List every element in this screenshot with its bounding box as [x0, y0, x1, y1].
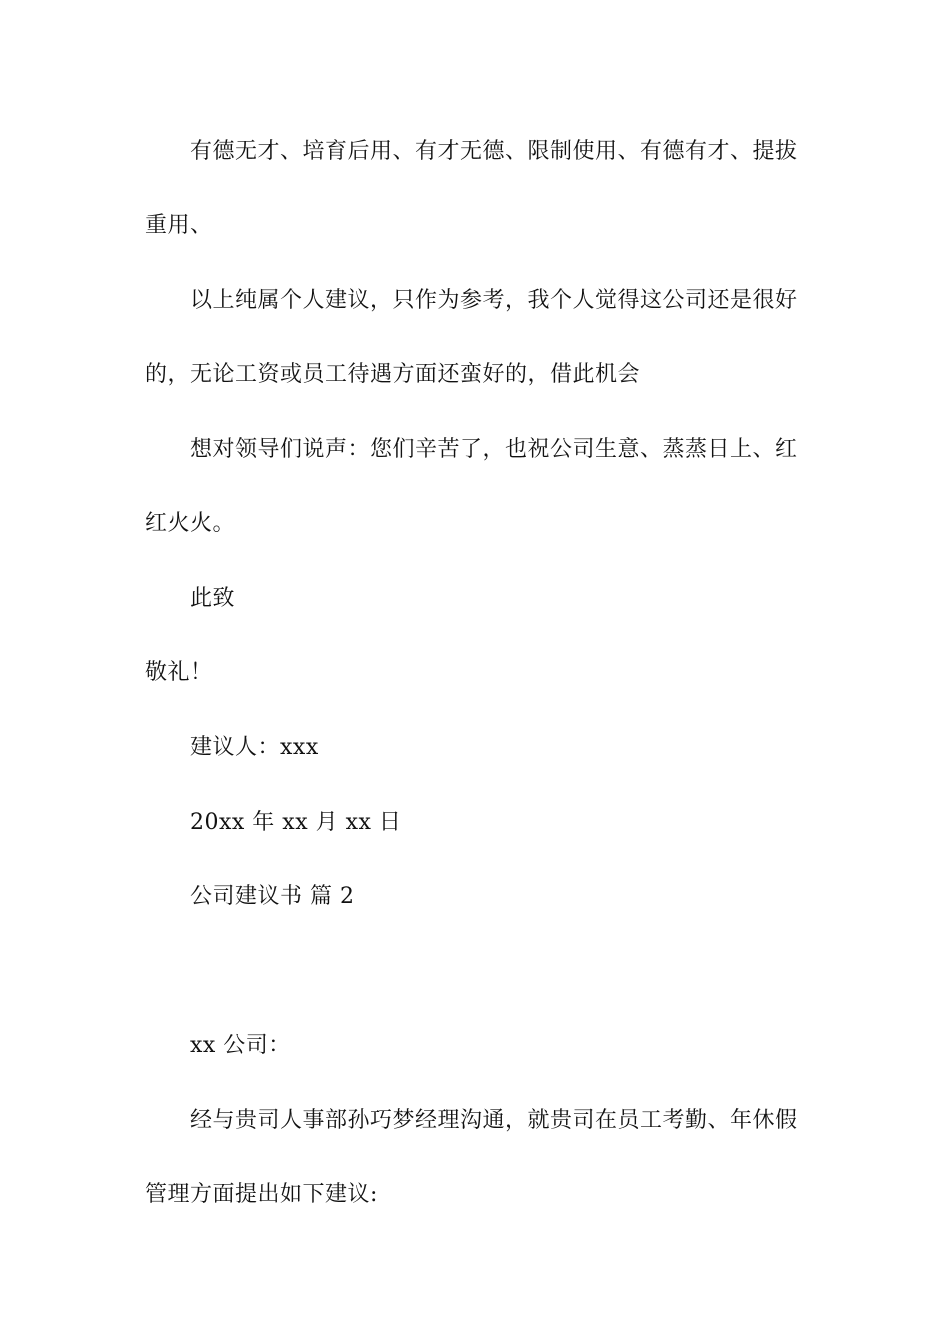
section-heading: 公司建议书 篇 2 — [190, 884, 355, 909]
paragraph-line: 以上纯属个人建议，只作为参考，我个人觉得这公司还是很好 — [190, 288, 798, 313]
signature-proposer: 建议人：xxx — [190, 735, 319, 760]
recipient-line: xx 公司： — [190, 1033, 291, 1058]
paragraph-line: 管理方面提出如下建议: — [145, 1182, 378, 1207]
paragraph-line: 想对领导们说声：您们辛苦了，也祝公司生意、蒸蒸日上、红 — [190, 437, 798, 462]
paragraph-line: 经与贵司人事部孙巧梦经理沟通，就贵司在员工考勤、年休假 — [190, 1108, 798, 1133]
paragraph-line: 的，无论工资或员工待遇方面还蛮好的，借此机会 — [145, 362, 641, 387]
paragraph-line: 红火火。 — [145, 511, 236, 536]
paragraph-line: 有德无才、培育后用、有才无德、限制使用、有德有才、提拔 — [190, 139, 798, 164]
signature-date: 20xx 年 xx 月 xx 日 — [190, 810, 402, 835]
closing-phrase: 此致 — [190, 586, 236, 611]
salutation: 敬礼！ — [145, 660, 213, 685]
paragraph-line: 重用、 — [145, 213, 213, 238]
